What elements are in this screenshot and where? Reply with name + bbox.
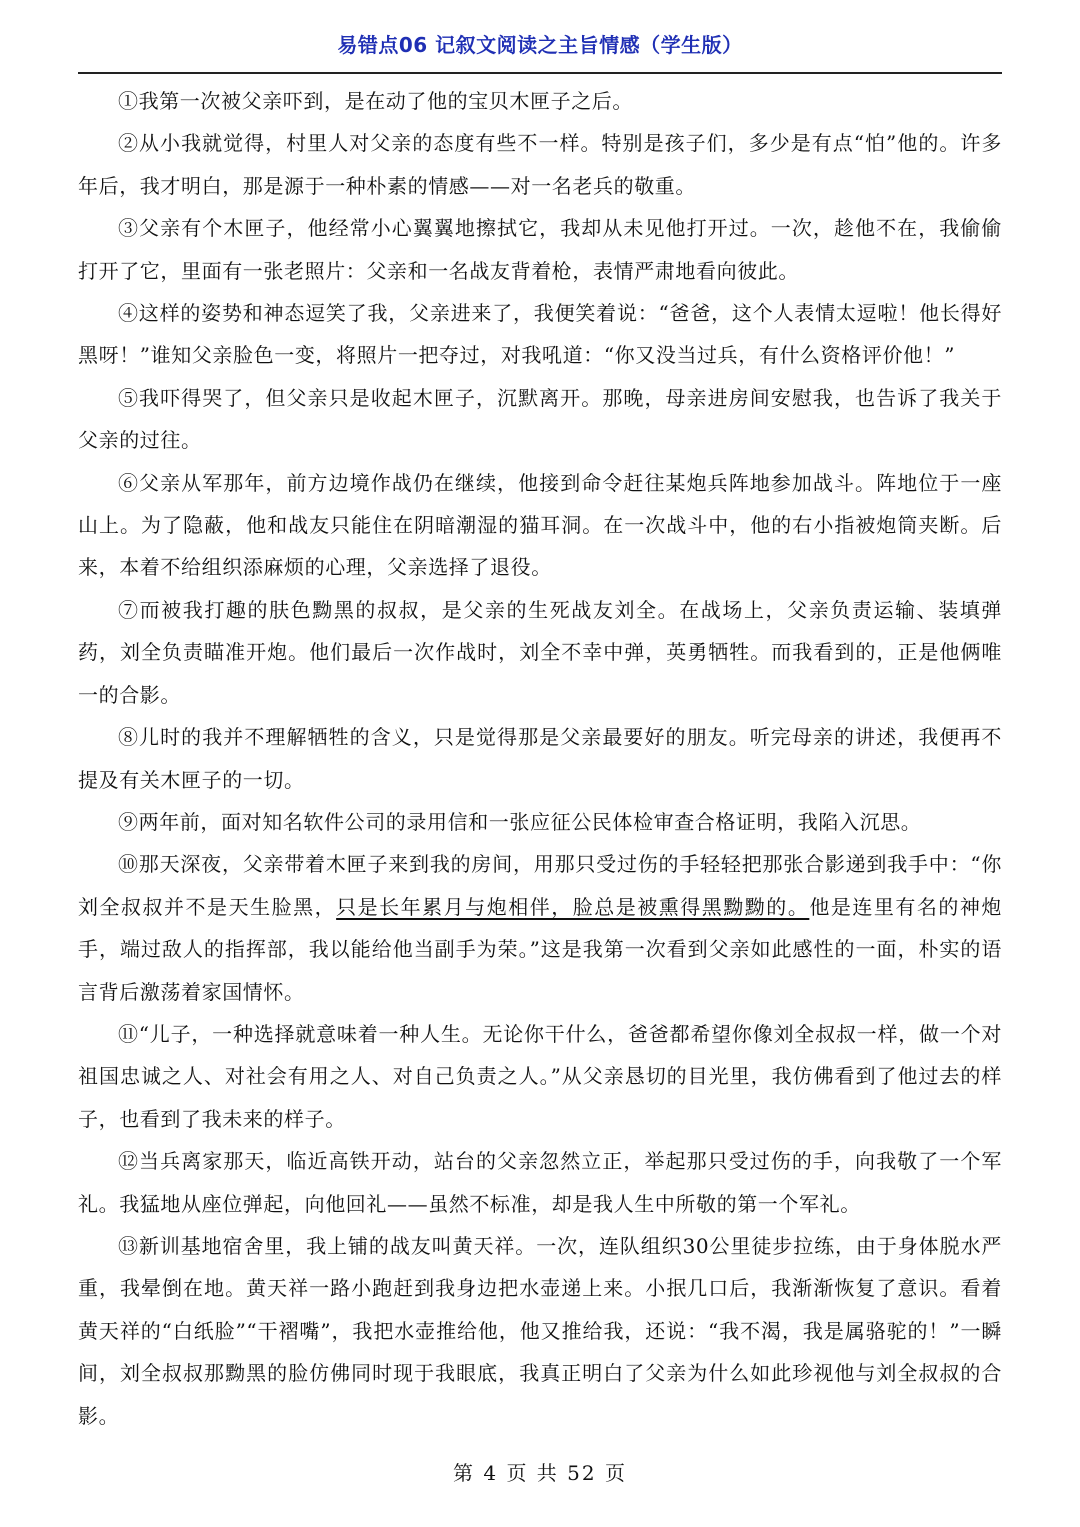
paragraph-10	[78, 843, 1002, 1013]
paragraph-9: ⑨两年前，面对知名软件公司的录用信和一张应征公民体检审查合格证明，我陷入沉思。	[118, 809, 922, 834]
paragraph-1: ①我第一次被父亲吓到，是在动了他的宝贝木匣子之后。	[118, 89, 633, 113]
paragraph-7: ⑦而被我打趣的肤色黝黑的叔叔，是父亲的生死战友刘全。在战场上，父亲负责运输、装填弹药，刘全负责瞄准开炮。他们最后一次作战时，刘全不幸中弹，英勇牺牲。而我看到的，正是他俩唯一的合影。	[78, 597, 1002, 707]
paragraph-13: ⑬新训基地宿舍里，我上铺的战友叫黄天祥。一次，连队组织30公里徒步拉练，由于身体脱水严重，我晕倒在地。黄天祥一路小跑赶到我身边把水壶递上来。小抿几口后，我渐渐恢复了意识。看着黄天祥的“白纸脸”“干褶嘴”，我把水壶推给他，他又推给我，还说：“我不渴，我是属骆驼的！”一瞬间，刘全叔叔那黝黑的脸仿佛同时现于我眼底，我真正明白了父亲为什么如此珍视他与刘全叔叔的合影。	[78, 1233, 1002, 1428]
page-footer	[0, 1458, 1080, 1488]
paragraph-6: ⑥父亲从军那年，前方边境作战仍在继续，他接到命令赶往某炮兵阵地参加战斗。阵地位于一座山上。为了隐蔽，他和战友只能住在阴暗潮湿的猫耳洞。在一次战斗中，他的右小指被炮筒夹断。后来，本着不给组织添麻烦的心理，父亲选择了退役。	[78, 470, 1002, 580]
paragraph-10-before: ⑩那天深夜，父亲带着木匣子来到我的房间，用那只受过伤的手轻轻把那张合影递到我手中：“你刘全叔叔并不是天生脸黑，	[78, 852, 1002, 919]
article-body	[78, 80, 1002, 1437]
underlined-sentence: 只是长年累月与炮相伴，脸总是被熏得黑黝黝的。	[336, 894, 810, 919]
paragraph-3: ③父亲有个木匣子，他经常小心翼翼地擦拭它，我却从未见他打开过。一次，趁他不在，我偷偷打开了它，里面有一张老照片：父亲和一名战友背着枪，表情严肃地看向彼此。	[78, 216, 1002, 283]
paragraph-4: ④这样的姿势和神态逗笑了我，父亲进来了，我便笑着说：“爸爸，这个人表情太逗啦！他长得好黑呀！”谁知父亲脸色一变，将照片一把夺过，对我吼道：“你又没当过兵，有什么资格评价他！”	[78, 301, 1002, 368]
paragraph-12: ⑫当兵离家那天，临近高铁开动，站台的父亲忽然立正，举起那只受过伤的手，向我敬了一个军礼。我猛地从座位弹起，向他回礼——虽然不标准，却是我人生中所敬的第一个军礼。	[78, 1149, 1002, 1216]
paragraph-2: ②从小我就觉得，村里人对父亲的态度有些不一样。特别是孩子们，多少是有点“怕”他的。许多年后，我才明白，那是源于一种朴素的情感——对一名老兵的敬重。	[78, 131, 1002, 198]
paragraph-10-after: 他是连里有名的神炮手，端过敌人的指挥部，我以能给他当副手为荣。”这是我第一次看到父亲如此感性的一面，朴实的语言背后激荡着家国情怀。	[78, 894, 1003, 1004]
paragraph-5: ⑤我吓得哭了，但父亲只是收起木匣子，沉默离开。那晚，母亲进房间安慰我，也告诉了我关于父亲的过往。	[78, 385, 1002, 453]
page-header	[78, 30, 1002, 74]
paragraph-8: ⑧儿时的我并不理解牺牲的含义，只是觉得那是父亲最要好的朋友。听完母亲的讲述，我便再不提及有关木匣子的一切。	[78, 725, 1002, 792]
paragraph-11: ⑪“儿子，一种选择就意味着一种人生。无论你干什么，爸爸都希望你像刘全叔叔一样，做一个对祖国忠诚之人、对社会有用之人、对自己负责之人。”从父亲恳切的目光里，我仿佛看到了他过去的样子，也看到了我未来的样子。	[78, 1021, 1002, 1131]
header-title: 易错点06 记叙文阅读之主旨情感（学生版）	[337, 33, 743, 57]
page-number: 第 4 页 共 52 页	[453, 1461, 627, 1485]
